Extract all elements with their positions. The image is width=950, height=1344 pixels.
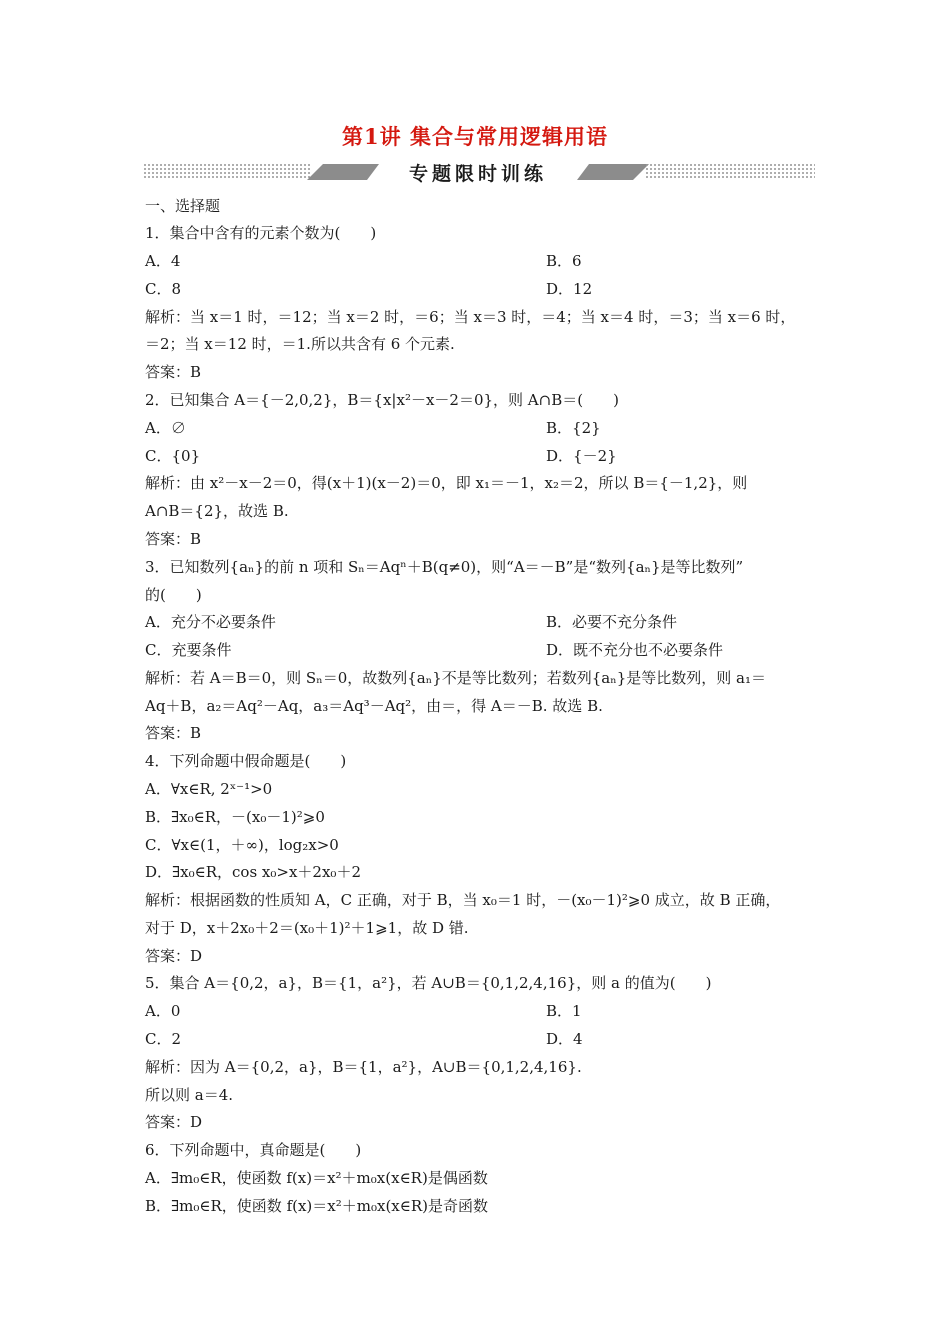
banner-bar-left [307, 164, 379, 180]
section-heading: 一、选择题 [145, 197, 221, 215]
q1-option-c: C．8 [145, 280, 182, 298]
q5-option-d: D．4 [546, 1030, 583, 1048]
q2-analysis-line: A∩B＝{2}，故选 B. [145, 502, 289, 520]
q2-option-c: C．{0} [145, 447, 201, 465]
q3-analysis-line: 解析：若 A＝B＝0，则 Sₙ＝0，故数列{aₙ}不是等比数列；若数列{aₙ}是等比数列，则 a₁＝ [145, 669, 767, 687]
q1-option-b: B．6 [546, 252, 582, 270]
q1-analysis-line: 解析：当 x＝1 时，＝12；当 x＝2 时，＝6；当 x＝3 时，＝4；当 x＝4 时，＝3；当 x＝6 时， [145, 308, 796, 326]
q6-stem: 6．下列命题中，真命题是( ) [145, 1141, 362, 1159]
dotted-rule-left [143, 163, 311, 180]
q5-stem: 5．集合 A＝{0,2，a}，B＝{1，a²}，若 A∪B＝{0,1,2,4,16}，则 a 的值为( ) [145, 974, 712, 992]
banner-bar-right [577, 164, 649, 180]
banner-title: 专题限时训练 [408, 163, 547, 185]
q1-analysis-line: ＝2；当 x＝12 时，＝1.所以共含有 6 个元素. [145, 335, 455, 353]
q1-option-a: A．4 [145, 252, 181, 270]
q3-stem-line: 3．已知数列{aₙ}的前 n 项和 Sₙ＝Aqⁿ＋B(q≠0)，则“A＝－B”是“数列{aₙ}是等比数列” [145, 558, 744, 576]
q2-option-d: D．{－2} [546, 447, 617, 465]
q3-stem-line: 的( ) [145, 586, 202, 604]
q6-option-b: B．∃m₀∈R，使函数 f(x)＝x²＋m₀x(x∈R)是奇函数 [145, 1197, 489, 1215]
q2-answer: 答案：B [145, 530, 202, 548]
q5-answer: 答案：D [145, 1113, 203, 1131]
q5-option-c: C．2 [145, 1030, 182, 1048]
q2-option-b: B．{2} [546, 419, 601, 437]
q5-option-a: A．0 [145, 1002, 181, 1020]
q4-option-d: D．∃x₀∈R，cos x₀>x＋2x₀＋2 [145, 863, 361, 881]
q2-option-a: A．∅ [145, 419, 186, 437]
q5-option-b: B．1 [546, 1002, 582, 1020]
q3-analysis-line: Aq＋B，a₂＝Aq²－Aq，a₃＝Aq³－Aq²，由＝，得 A＝－B. 故选 B. [145, 697, 603, 715]
q3-option-d: D．既不充分也不必要条件 [546, 641, 724, 659]
q5-analysis-line: 解析：因为 A＝{0,2，a}，B＝{1，a²}，A∪B＝{0,1,2,4,16}. [145, 1058, 582, 1076]
q4-analysis-line: 解析：根据函数的性质知 A，C 正确，对于 B，当 x₀＝1 时，－(x₀－1)²⩾0 成立，故 B 正确， [145, 891, 781, 909]
q1-answer: 答案：B [145, 363, 202, 381]
q3-option-a: A．充分不必要条件 [145, 613, 276, 631]
q1-stem: 1．集合中含有的元素个数为( ) [145, 224, 377, 242]
q4-option-c: C．∀x∈(1，＋∞)，log₂x>0 [145, 836, 339, 854]
lecture-title: 第1讲 集合与常用逻辑用语 [342, 124, 608, 149]
q4-answer: 答案：D [145, 947, 203, 965]
dotted-rule-right [645, 163, 815, 180]
q4-stem: 4．下列命题中假命题是( ) [145, 752, 347, 770]
q5-analysis-line: 所以则 a＝4. [145, 1086, 234, 1104]
q2-analysis-line: 解析：由 x²－x－2＝0，得(x＋1)(x－2)＝0，即 x₁＝－1，x₂＝2，所以 B＝{－1,2}，则 [145, 474, 748, 492]
section-banner [143, 158, 815, 186]
q1-option-d: D．12 [546, 280, 593, 298]
q6-option-a: A．∃m₀∈R，使函数 f(x)＝x²＋m₀x(x∈R)是偶函数 [145, 1169, 488, 1187]
q4-analysis-line: 对于 D，x＋2x₀＋2＝(x₀＋1)²＋1⩾1，故 D 错. [145, 919, 469, 937]
q3-option-c: C．充要条件 [145, 641, 232, 659]
q2-stem: 2．已知集合 A＝{－2,0,2}，B＝{x|x²－x－2＝0}，则 A∩B＝( ) [145, 391, 619, 409]
q4-option-b: B．∃x₀∈R，－(x₀－1)²⩾0 [145, 808, 325, 826]
q3-option-b: B．必要不充分条件 [546, 613, 678, 631]
q4-option-a: A．∀x∈R, 2ˣ⁻¹>0 [145, 780, 273, 798]
q3-answer: 答案：B [145, 724, 202, 742]
